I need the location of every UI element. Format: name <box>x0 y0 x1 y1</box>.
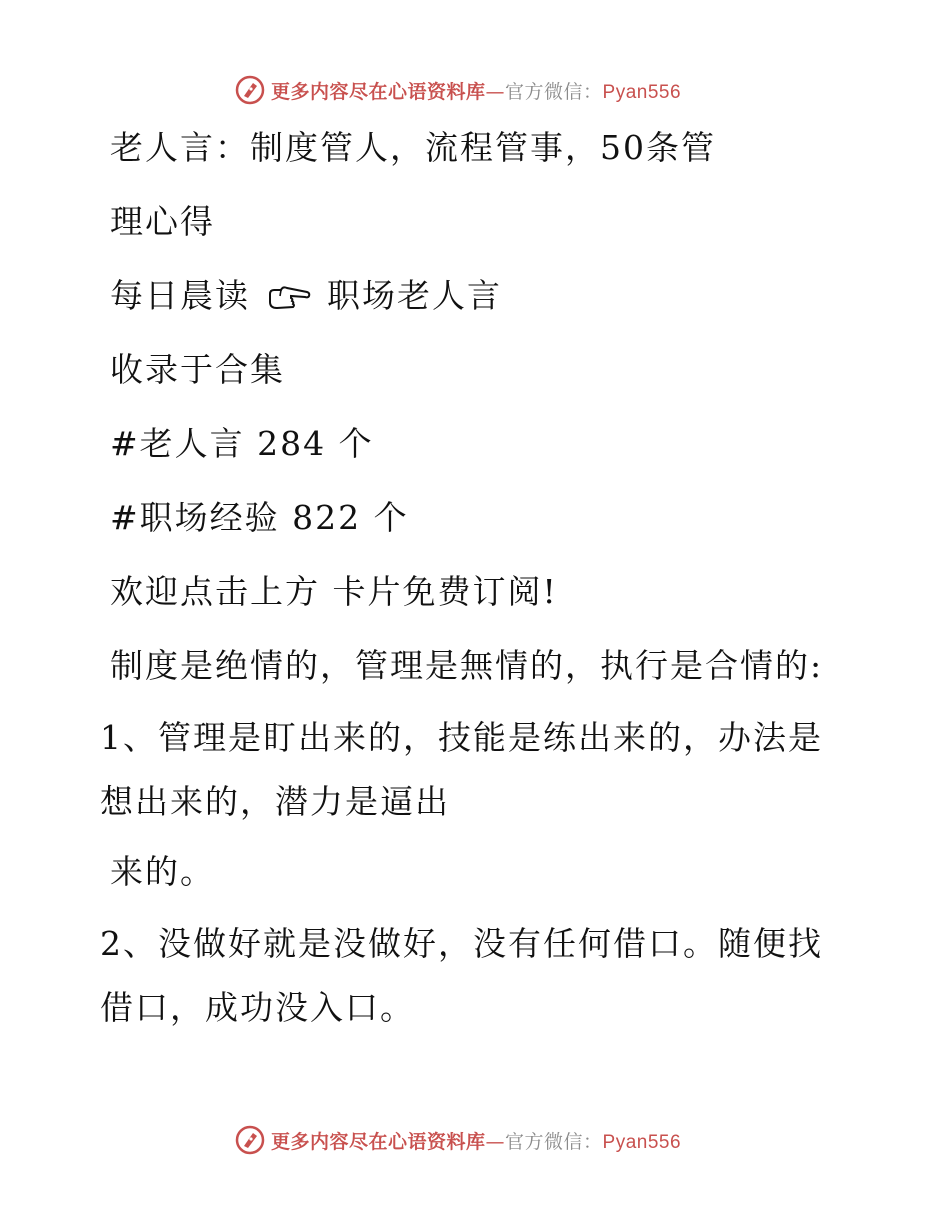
list-item-2: 2、没做好就是没做好，没有任何借口。随便找借口，成功没入口。 <box>100 924 823 1027</box>
header-watermark <box>235 72 715 108</box>
tag-workplace-experience[interactable]: #职场经验 822 个 <box>110 498 409 537</box>
watermark-label: 官方微信： <box>505 1130 603 1153</box>
subscribe-prompt: 欢迎点击上方 卡片免费订阅! <box>110 572 558 611</box>
list-item-1: 1、管理是盯出来的，技能是练出来的，办法是想出来的，潜力是逼出 <box>100 718 823 821</box>
watermark-account: Pyan556 <box>602 81 682 103</box>
watermark-brand: 更多内容尽在心语资料库 <box>271 80 486 103</box>
pointing-hand-icon <box>267 284 311 312</box>
title-line-2: 理心得 <box>110 202 215 241</box>
tag-old-sayings[interactable]: #老人言 284 个 <box>110 424 374 463</box>
pen-nib-logo-icon <box>235 75 265 105</box>
collection-label: 收录于合集 <box>110 350 285 389</box>
watermark-dash: — <box>485 1130 506 1153</box>
watermark-dash: — <box>485 80 506 103</box>
pen-nib-logo-icon <box>235 1125 265 1155</box>
series-line <box>110 276 502 316</box>
intro-sentence: 制度是绝情的，管理是無情的，执行是合情的: <box>110 646 824 685</box>
series-prefix: 每日晨读 <box>110 276 250 315</box>
watermark-brand: 更多内容尽在心语资料库 <box>271 1130 486 1153</box>
footer-watermark <box>235 1122 715 1158</box>
title-line-1: 老人言：制度管人，流程管事，50条管 <box>110 128 716 167</box>
series-name: 职场老人言 <box>327 276 502 315</box>
list-item-1-continued: 来的。 <box>110 852 215 891</box>
watermark-label: 官方微信： <box>505 80 603 103</box>
watermark-account: Pyan556 <box>602 1131 682 1153</box>
